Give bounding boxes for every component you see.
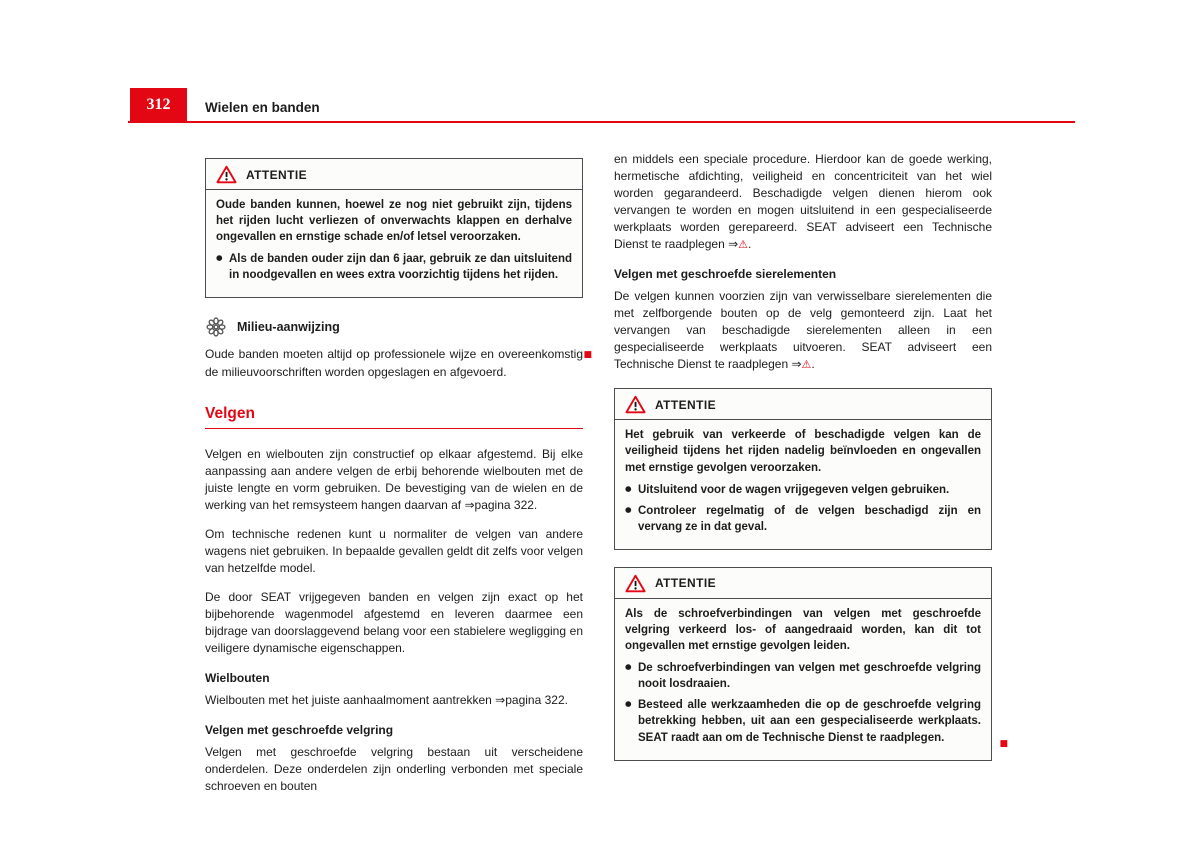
- warning-bullet-list: [216, 251, 572, 283]
- warning-title: ATTENTIE: [655, 397, 716, 412]
- left-column: [205, 158, 592, 808]
- warning-bullet: ● De schroefverbindingen van velgen met geschroefde velgring nooit losdraaien.: [625, 660, 981, 692]
- attention-box-body: [206, 190, 582, 297]
- warning-bullet: ● Uitsluitend voor de wagen vrijgegeven velgen gebruiken.: [625, 482, 981, 498]
- warning-ref-icon: ⚠: [738, 238, 749, 252]
- warning-triangle-icon: [625, 574, 646, 593]
- eco-flower-icon: [205, 316, 227, 338]
- page-title: Wielen en banden: [205, 100, 320, 115]
- section-heading-velgen: Velgen: [205, 404, 255, 422]
- attention-box-body: [615, 420, 991, 549]
- subheading-wielbouten: Wielbouten: [205, 671, 270, 686]
- right-column: [614, 151, 1008, 761]
- section-heading-rule: [205, 428, 583, 430]
- paragraph-text: De velgen kunnen voorzien zijn van verwisselbare sierelementen die met zelfborgende bouten op de velg gemonteerd zijn. Laat het vervangen van beschadigde sierelementen alleen in een gespecialiseerde werkplaats uitvoeren. SEAT adviseert een Technische Dienst te raadplegen ⇒: [614, 289, 992, 372]
- paragraph: Velgen met geschroefde velgring bestaan uit verscheidene onderdelen. Deze onderdelen zijn onderling verbonden met speciale schroeven en bouten: [205, 745, 583, 794]
- attention-box-old-tires: [205, 158, 583, 298]
- paragraph: [614, 288, 992, 373]
- paragraph: Om technische redenen kunt u normaliter de velgen van andere wagens niet gebruiken. In bepaalde gevallen geldt dit zelfs voor velgen van hetzelfde model.: [205, 527, 583, 576]
- attention-box-velgen: [614, 388, 992, 550]
- header-rule: [128, 121, 1075, 123]
- period: .: [748, 237, 752, 252]
- warning-bullet: ● Als de banden ouder zijn dan 6 jaar, gebruik ze dan uitsluitend in noodgevallen en wees extra voorzichtig tijdens het rijden.: [216, 251, 572, 283]
- subheading-velgring: Velgen met geschroefde velgring: [205, 723, 394, 738]
- attention-box-velgring: [614, 567, 992, 761]
- paragraph-text: en middels een speciale procedure. Hierdoor kan de goede werking, hermetische afdichting, veiligheid en concentriciteit van het wiel worden gegarandeerd. Beschadigde velgen dienen hierom ook vervangen te worden en mogen uitsluitend in een gespecialiseerde werkplaats worden gerepareerd. SEAT adviseert een Technische Dienst te raadplegen ⇒: [614, 152, 992, 252]
- warning-bullet-list: [625, 660, 981, 745]
- paragraph: Wielbouten met het juiste aanhaalmoment aantrekken ⇒pagina 322.: [205, 693, 568, 708]
- attention-box-body: [615, 599, 991, 760]
- attention-box-header: [615, 568, 991, 599]
- warning-triangle-icon: [625, 395, 646, 414]
- paragraph: Velgen en wielbouten zijn constructief op elkaar afgestemd. Bij elke aanpassing aan andere velgen de erbij behorende wielbouten met de juiste lengte en vorm gebruiken. De bevestiging van de wielen en de werking van het remsysteem hangen daarvan af ⇒pagina 322.: [205, 447, 583, 513]
- paragraph: [614, 151, 992, 253]
- section-end-marker: ■: [583, 350, 592, 361]
- warning-lead: Oude banden kunnen, hoewel ze nog niet gebruikt zijn, tijdens het rijden lucht verliezen of onverwachts klappen en derhalve ongevallen en ernstige schade en/of letsel veroorzaken.: [216, 199, 572, 244]
- eco-note-text: [205, 346, 592, 380]
- eco-note-title: Milieu-aanwijzing: [237, 320, 340, 335]
- attention-box-wrap: [614, 567, 1008, 761]
- warning-triangle-icon: [216, 165, 237, 184]
- paragraph: De door SEAT vrijgegeven banden en velgen zijn exact op het bijbehorende wagenmodel afgestemd en leveren daarmee een bijdrage van doorslaggevend belang voor een stabielere wegligging en veiligere dynamische eigenschappen.: [205, 590, 583, 656]
- eco-note-text-content: Oude banden moeten altijd op professionele wijze en overeenkomstig de milieuvoorschriften worden opgeslagen en afgevoerd.: [205, 347, 583, 379]
- warning-title: ATTENTIE: [655, 576, 716, 591]
- attention-box-header: [206, 159, 582, 190]
- section-end-marker: ■: [999, 738, 1008, 749]
- warning-title: ATTENTIE: [246, 167, 307, 182]
- attention-box-wrap: [614, 388, 992, 550]
- warning-bullet: ● Controleer regelmatig of de velgen beschadigd zijn en vervang ze in dat geval.: [625, 503, 981, 535]
- warning-ref-icon: ⚠: [801, 358, 812, 372]
- subheading-sierelementen: Velgen met geschroefde sierelementen: [614, 267, 837, 282]
- warning-lead: Als de schroefverbindingen van velgen met geschroefde velgring verkeerd los- of aangedraaid worden, kan dit tot ongevallen met ernstige gevolgen leiden.: [625, 607, 981, 653]
- warning-bullet: ● Besteed alle werkzaamheden die op de geschroefde velgring betrekking hebben, uit aan een gespecialiseerde werkplaats. SEAT raadt aan om de Technische Dienst te raadplegen.: [625, 697, 981, 745]
- period: .: [811, 357, 815, 372]
- warning-lead: Het gebruik van verkeerde of beschadigde velgen kan de veiligheid tijdens het rijden nadelig beïnvloeden en ongevallen met ernstige gevolgen veroorzaken.: [625, 429, 981, 474]
- page-number-badge: 312: [130, 88, 187, 122]
- warning-bullet-list: [625, 482, 981, 535]
- attention-box-header: [615, 389, 991, 420]
- eco-note-header: [205, 316, 583, 338]
